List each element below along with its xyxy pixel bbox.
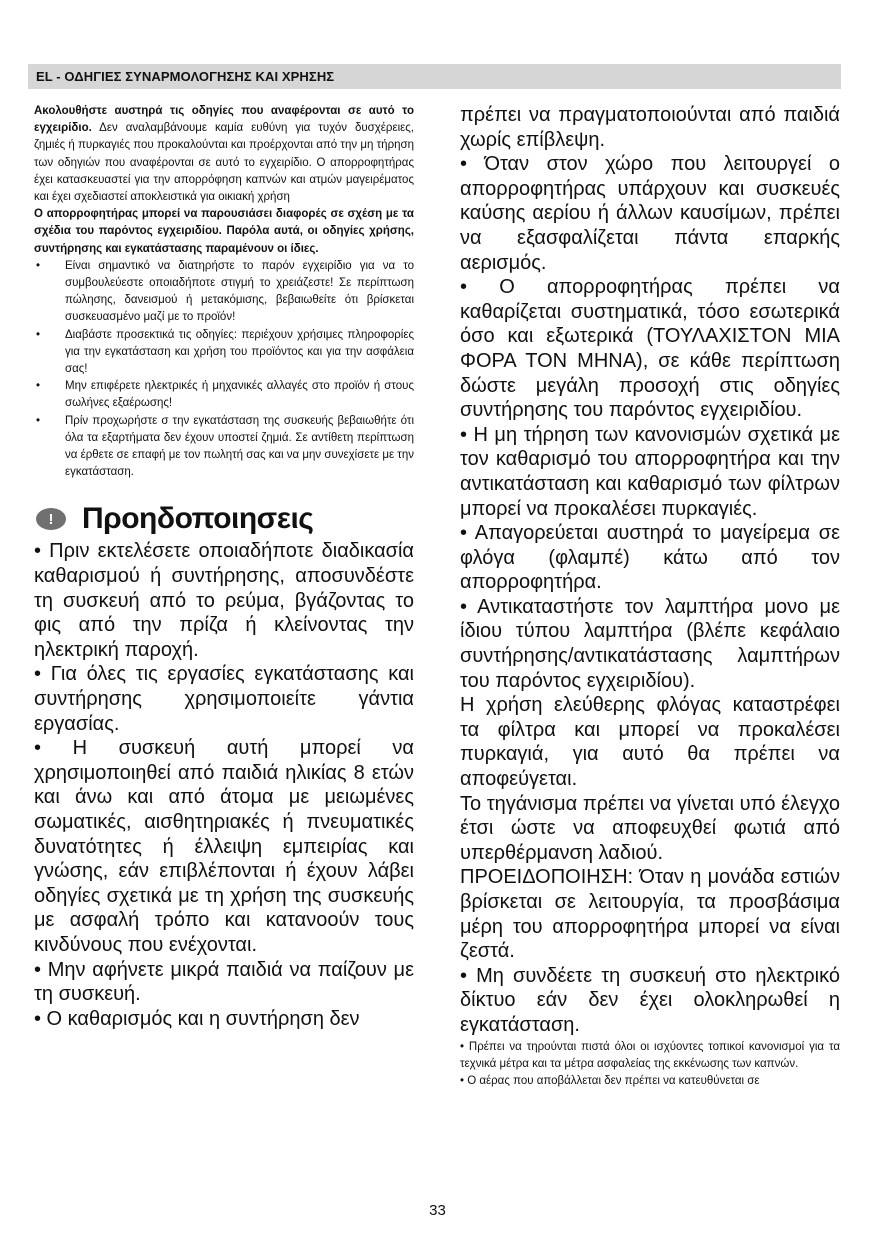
intro-bullet-item: • Μην επιφέρετε ηλεκτρικές ή μηχανικές αλλαγές στο προϊόν ή στους σωλήνες εξαέρωσης!	[34, 378, 414, 412]
warning-paragraph: • Μην αφήνετε μικρά παιδιά να παίζουν με τη συσκευή.	[34, 958, 414, 1006]
warning-paragraph: πρέπει να πραγματοποιούνται από παιδιά χωρίς επίβλεψη.	[460, 104, 840, 151]
intro-block	[34, 103, 414, 481]
warning-paragraph: • Για όλες τις εργασίες εγκατάστασης και συντήρησης χρησιμοποιείτε γάντια εργασίας.	[34, 663, 414, 735]
warning-paragraph: • Μη συνδέετε τη συσκευή στο ηλεκτρικό δίκτυο εάν δεν έχει ολοκληρωθεί η εγκατάσταση.	[460, 964, 840, 1036]
regulations-block	[460, 1039, 840, 1091]
regulation-paragraph: • Πρέπει να τηρούνται πιστά όλοι οι ισχύοντες τοπικοί κανονισμοί για τα τεχνικά μέτρα και τα μέτρα ασφαλείας της εκκένωσης των καπνών.	[460, 1040, 840, 1070]
warning-paragraph: • Ο απορροφητήρας πρέπει να καθαρίζεται συστηματικά, τόσο εσωτερικά όσο και εξωτερικά (ΤΟΥΛΑΧΙΣΤΟΝ ΜΙΑ ΦΟΡΑ ΤΟΝ ΜΗΝΑ), σε κάθε περίπτωση δώστε μεγάλη προσοχή στις οδηγίες συντήρησης του παρόντος εγχειριδίου.	[460, 276, 840, 422]
warnings-heading	[34, 501, 414, 537]
warning-paragraph: • Ο καθαρισμός και η συντήρηση δεν	[34, 1007, 360, 1030]
intro-paragraph	[34, 103, 414, 206]
intro-bold-text-2: Ο απορροφητήρας μπορεί να παρουσιάσει διαφορές σε σχέση με τα σχέδια του παρόντος εγχειριδίου. Παρόλα αυτά, οι οδηγίες χρήσης, συντήρησης και εγκατάστασης παραμένουν οι ίδιες.	[34, 208, 414, 255]
intro-bullet-item: • Είναι σημαντικό να διατηρήστε το παρόν εγχειρίδιο για να το συμβουλεύεστε οποιαδήποτε στιγμή το χρειάζεστε! Σε περίπτωση πώλησης, δανεισμού ή μετακόμισης, βεβαιωθείτε ότι βρίσκεται συσκευασμένο μαζί με το προϊόν!	[34, 258, 414, 327]
right-column	[460, 103, 840, 1090]
warning-paragraph: • Απαγορεύεται αυστηρά το μαγείρεμα σε φλόγα (φλαμπέ) κάτω από τον απορροφητήρα.	[460, 522, 840, 594]
page-number: 33	[429, 1202, 446, 1219]
intro-bullet-item: • Πρίν προχωρήστε σ την εγκατάσταση της συσκευής βεβαιωθήτε ότι όλα τα εξαρτήματα δεν έχουν υποστεί ζημιά. Σε αντίθετη περίπτωση να έρθετε σε επαφή με τον πωλητή σας και να μην συνεχίσετε με την εγκατάσταση.	[34, 413, 414, 482]
warnings-title: Προηδοποιησεις	[82, 502, 314, 536]
warning-paragraph: Το τηγάνισμα πρέπει να γίνεται υπό έλεγχο έτσι ώστε να αποφευχθεί φωτιά από υπερθέρμανση λαδιού.	[460, 792, 840, 864]
warnings-body-left	[34, 539, 414, 1031]
warning-paragraph: ΠΡΟΕΙΔΟΠΟΙΗΣΗ: Όταν η μονάδα εστιών βρίσκεται σε λειτουργία, τα προσβάσιμα μέρη του απορροφητήρα μπορεί να είναι ζεστά.	[460, 866, 840, 963]
intro-bullet-item: • Διαβάστε προσεκτικά τις οδηγίες: περιέχουν χρήσιμες πληροφορίες για την εγκατάσταση και χρήση του προϊόντος και για την ασφάλεια σας!	[34, 327, 414, 379]
warning-icon: !	[36, 508, 66, 530]
warnings-body-right	[460, 103, 840, 1038]
section-header-bar	[28, 64, 841, 89]
section-title: EL - ΟΔΗΓΙΕΣ ΣΥΝΑΡΜΟΛΟΓΗΣΗΣ ΚΑΙ ΧΡΗΣΗΣ	[36, 69, 335, 84]
warning-paragraph: • Αντικαταστήστε τον λαμπτήρα μονο με ίδιου τύπου λαμπτήρα (βλέπε κεφάλαιο συντήρησης/αντικατάστασης λαμπτήρων του παρόντος εγχειριδίου).	[460, 595, 840, 692]
intro-bold-text: Ακολουθήστε αυστηρά τις οδηγίες που αναφέρονται σε αυτό το εγχειρίδιο.	[34, 105, 414, 135]
warning-paragraph: • Η συσκευή αυτή μπορεί να χρησιμοποιηθεί από παιδιά ηλικίας 8 ετών και άνω και από άτομα με μειωμένες σωματικές, αισθητηριακές ή πνευματικές δυνατότητες ή έλλειψη εμπειρίας και γνώσης, εάν επιβλέπονται ή έχουν λάβει οδηγίες σχετικά με τη χρήση της συσκευής με ασφαλή τρόπο και κατανοούν τους κινδύνους που ενέχονται.	[34, 737, 414, 956]
warning-paragraph: • Πριν εκτελέσετε οποιαδήποτε διαδικασία καθαρισμού ή συντήρησης, αποσυνδέστε τη συσκευή από το ρεύμα, βγάζοντας το φις από την πρίζα ή κλείνοντας την ηλεκτρική παροχή.	[34, 540, 414, 661]
intro-bullet-list	[34, 258, 414, 482]
warning-paragraph: Η χρήση ελεύθερης φλόγας καταστρέφει τα φίλτρα και μπορεί να προκαλέσει πυρκαγιά, για αυτό θα πρέπει να αποφεύγεται.	[460, 694, 840, 791]
intro-body-text: Δεν αναλαμβάνουμε καμία ευθύνη για τυχόν δυσχέρειες, ζημιές ή πυρκαγιές που προκαλούνται και προέρχονται από την μη τήρηση των οδηγιών που αναφέρονται σε αυτό το εγχειρίδιο. Ο απορροφητήρας έχει κατασκευαστεί για την απορρόφηση καπνών και ατμών μαγειρέματος και έχει σχεδιαστεί αποκλειστικά για οικιακή χρήση	[34, 122, 414, 204]
warning-paragraph: • Η μη τήρηση των κανονισμών σχετικά με τον καθαρισμό του απορροφητήρα και την αντικατάσταση και καθαρισμό των φίλτρων μπορεί να προκαλέσει πυρκαγιές.	[460, 423, 840, 520]
left-column	[34, 103, 414, 1031]
intro-bold-paragraph	[34, 206, 414, 258]
regulation-paragraph: • Ο αέρας που αποβάλλεται δεν πρέπει να κατευθύνεται σε	[460, 1074, 760, 1087]
warning-paragraph: • Όταν στον χώρο που λειτουργεί ο απορροφητήρας υπάρχουν και συσκευές καύσης αερίου ή άλλων καυσίμων, πρέπει να εξασφαλίζεται πάντα επαρκής αερισμός.	[460, 153, 840, 274]
